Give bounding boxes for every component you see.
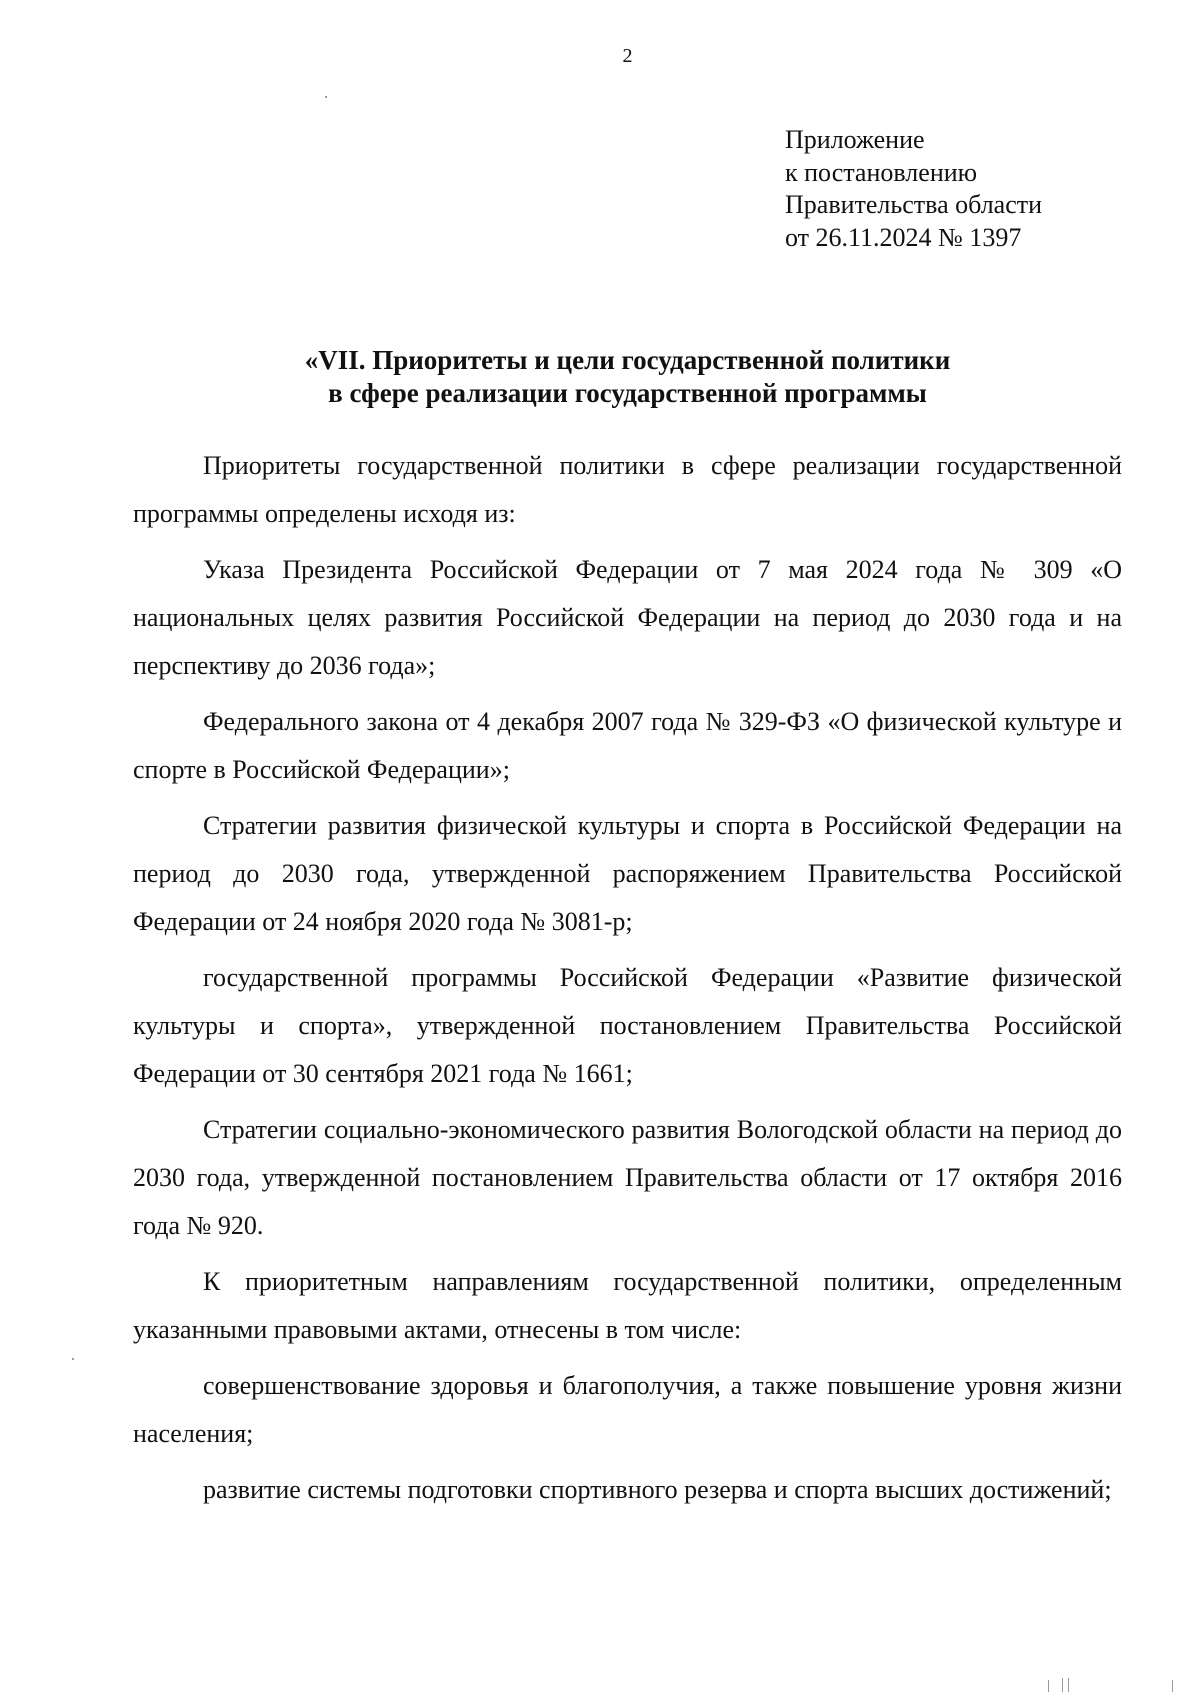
annex-line: Правительства области [785, 190, 1043, 219]
scan-speck [325, 96, 327, 98]
paragraph: Указа Президента Российской Федерации от 7 мая 2024 года № 309 «О национальных целях развития Российской Федерации на период до 2030 года и на перспективу до 2036 года»; [133, 555, 1122, 680]
annex-line: Приложение [785, 125, 925, 154]
paragraph: развитие системы подготовки спортивного резерва и спорта высших достижений; [203, 1475, 1112, 1504]
paragraph: Приоритеты государственной политики в сфере реализации государственной программы определены исходя из: [133, 451, 1122, 528]
paragraph: Стратегии социально-экономического развития Вологодской области на период до 2030 года, утвержденной постановлением Правительства области от 17 октября 2016 года № 920. [133, 1115, 1122, 1240]
document-body [133, 442, 1122, 1522]
scan-speck [72, 1358, 74, 1360]
paragraph: Федерального закона от 4 декабря 2007 года № 329-ФЗ «О физической культуре и спорте в Российской Федерации»; [133, 707, 1122, 784]
page-number: 2 [622, 45, 633, 67]
heading-line: в сфере реализации государственной программы [328, 378, 927, 408]
paragraph: государственной программы Российской Федерации «Развитие физической культуры и спорта», утвержденной постановлением Правительства Российской Федерации от 30 сентября 2021 года № 1661; [133, 963, 1122, 1088]
annex-block [785, 124, 1042, 254]
heading-line: «VII. Приоритеты и цели государственной политики [304, 345, 951, 375]
annex-line: от 26.11.2024 № 1397 [785, 222, 1022, 252]
annex-line: к постановлению [785, 157, 978, 187]
section-heading [0, 344, 1200, 410]
paragraph: Стратегии развития физической культуры и спорта в Российской Федерации на период до 2030 года, утвержденной распоряжением Правительства Российской Федерации от 24 ноября 2020 года № 3081-р; [133, 811, 1122, 936]
paragraph: К приоритетным направлениям государственной политики, определенным указанными правовыми актами, отнесены в том числе: [133, 1267, 1122, 1344]
scan-edge-mark [1172, 1680, 1173, 1692]
scan-edge-mark [1068, 1678, 1069, 1692]
scan-edge-mark [1062, 1678, 1063, 1692]
scan-edge-mark [1048, 1680, 1049, 1692]
paragraph: совершенствование здоровья и благополучия, а также повышение уровня жизни населения; [133, 1371, 1122, 1448]
